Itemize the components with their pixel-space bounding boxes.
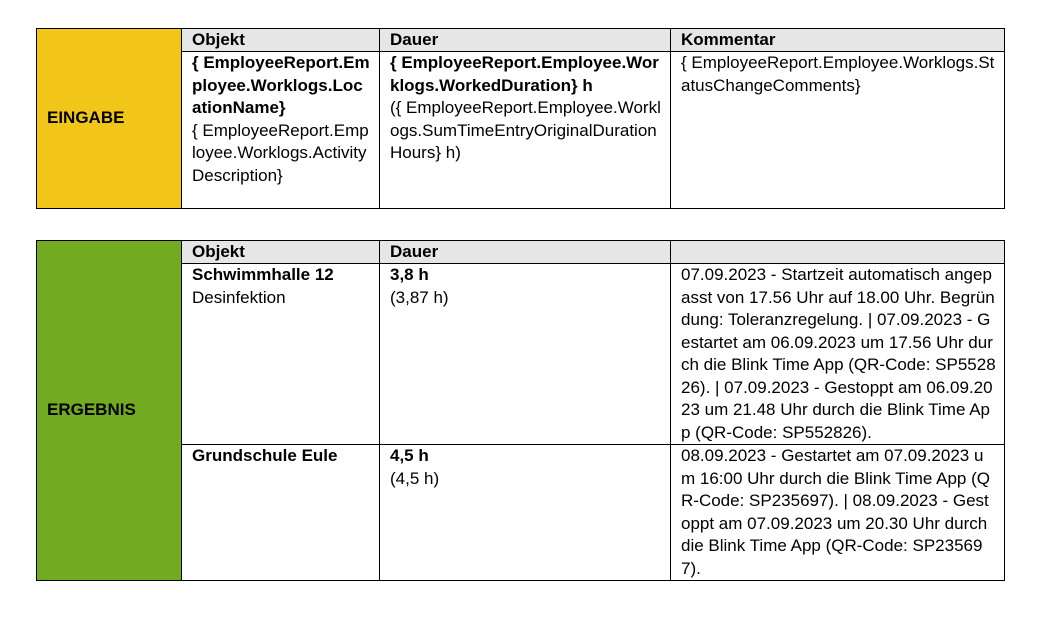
eingabe-table [36, 28, 1005, 209]
ergebnis-header-row [37, 241, 1005, 264]
objekt-location: Schwimmhalle 12 [192, 265, 334, 284]
column-header-objekt: Objekt [182, 241, 380, 264]
objekt-location: Grundschule Eule [192, 446, 338, 465]
objekt-location-placeholder: { EmployeeReport.Employee.Worklogs.LocationName} [192, 53, 370, 117]
eingabe-label: EINGABE [47, 108, 125, 128]
dauer-worked-placeholder: { EmployeeReport.Employee.Worklogs.WorkedDuration} h [390, 53, 659, 95]
ergebnis-label-cell [37, 241, 182, 581]
kommentar-cell [671, 445, 1005, 581]
kommentar-placeholder: { EmployeeReport.Employee.Worklogs.StatusChangeComments} [681, 53, 995, 95]
kommentar-cell [671, 264, 1005, 445]
kommentar-text: 07.09.2023 - Startzeit automatisch angepasst von 17.56 Uhr auf 18.00 Uhr. Begründung: Toleranzregelung. | 07.09.2023 - Gestartet am 06.09.2023 um 17.56 Uhr durch die Blink Time App (QR-Code: SP552826). | 07.09.2023 - Gestoppt am 06.09.2023 um 21.48 Uhr durch die Blink Time App (QR-Code: SP552826). [681, 265, 996, 442]
eingabe-header-row [37, 29, 1005, 52]
objekt-cell [182, 445, 380, 581]
table-row [37, 445, 1005, 581]
eingabe-row [37, 52, 1005, 209]
dauer-worked: 4,5 h [390, 446, 429, 465]
column-header-dauer: Dauer [380, 241, 671, 264]
objekt-cell [182, 52, 380, 209]
dauer-original-placeholder: ({ EmployeeReport.Employee.Worklogs.SumTimeEntryOriginalDurationHours} h) [390, 98, 661, 162]
dauer-cell [380, 264, 671, 445]
ergebnis-table [36, 240, 1005, 581]
column-header-kommentar: Kommentar [671, 29, 1005, 52]
column-header-kommentar [671, 241, 1005, 264]
dauer-cell [380, 52, 671, 209]
ergebnis-label: ERGEBNIS [47, 400, 136, 420]
kommentar-text: 08.09.2023 - Gestartet am 07.09.2023 um 16:00 Uhr durch die Blink Time App (QR-Code: SP235697). | 08.09.2023 - Gestoppt am 07.09.2023 um 20.30 Uhr durch die Blink Time App (QR-Code: SP235697). [681, 446, 990, 578]
kommentar-cell [671, 52, 1005, 209]
dauer-original: (3,87 h) [390, 287, 449, 307]
dauer-cell [380, 445, 671, 581]
objekt-activity-placeholder: { EmployeeReport.Employee.Worklogs.ActivityDescription} [192, 120, 369, 185]
dauer-original: (4,5 h) [390, 468, 440, 488]
table-row [37, 264, 1005, 445]
objekt-activity: Desinfektion [192, 287, 286, 307]
dauer-worked: 3,8 h [390, 265, 429, 284]
column-header-objekt: Objekt [182, 29, 380, 52]
objekt-cell [182, 264, 380, 445]
column-header-dauer: Dauer [380, 29, 671, 52]
eingabe-label-cell [37, 29, 182, 209]
